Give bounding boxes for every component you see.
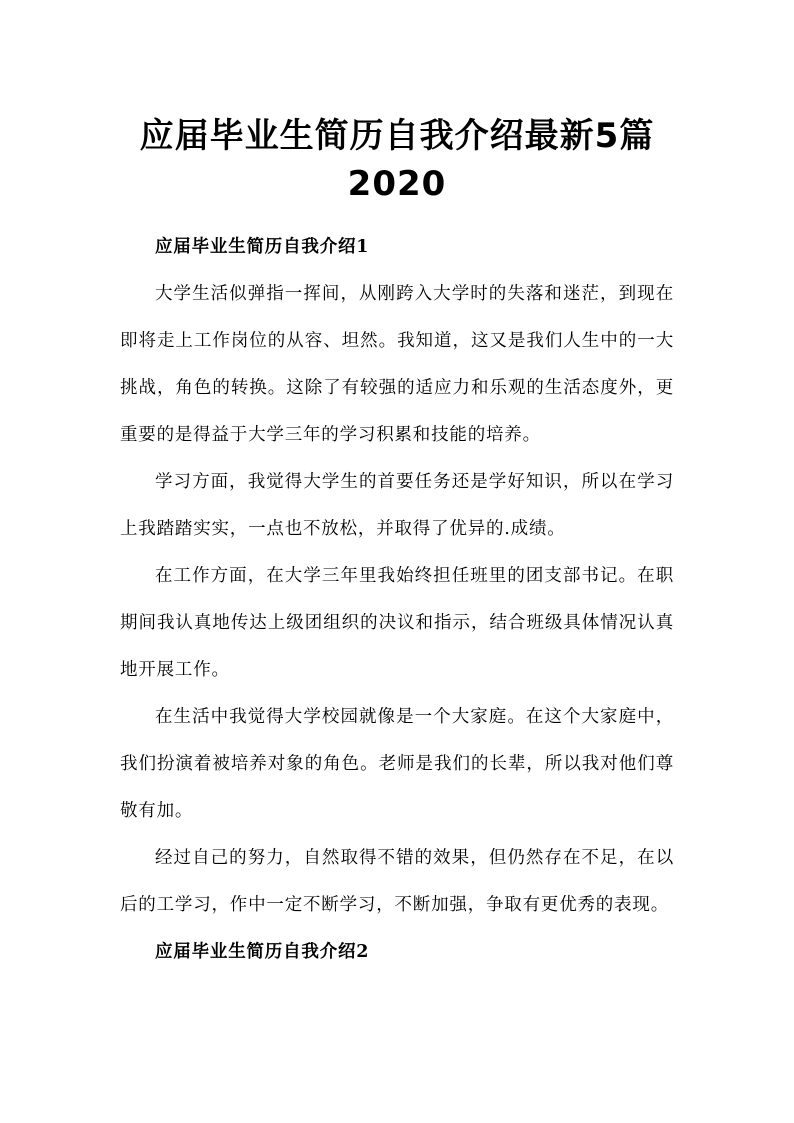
body-paragraph-4: 在生活中我觉得大学校园就像是一个大家庭。在这个大家庭中，我们扮演着被培养对象的角色。老师是我们的长辈，所以我对他们尊敬有加。 [120,707,674,821]
document-body [120,224,674,976]
document-title-line-2: 2020 [347,164,447,204]
document-title-line-1: 应届毕业生简历自我介绍最新5篇 [139,116,655,156]
document-title [120,0,674,208]
body-paragraph-1: 大学生活似弹指一挥间，从刚跨入大学时的失落和迷茫，到现在即将走上工作岗位的从容、坦然。我知道，这又是我们人生中的一大挑战，角色的转换。这除了有较强的适应力和乐观的生活态度外，更重要的是得益于大学三年的学习积累和技能的培养。 [120,284,674,445]
body-paragraph-5: 经过自己的努力，自然取得不错的效果，但仍然存在不足，在以后的工学习，作中一定不断学习，不断加强，争取有更优秀的表现。 [120,848,674,915]
section-heading-2: 应届毕业生简历自我介绍2 [155,942,370,962]
section-heading-1: 应届毕业生简历自我介绍1 [155,237,370,257]
body-paragraph-3: 在工作方面，在大学三年里我始终担任班里的团支部书记。在职期间我认真地传达上级团组织的决议和指示，结合班级具体情况认真地开展工作。 [120,566,674,680]
body-paragraph-2: 学习方面，我觉得大学生的首要任务还是学好知识，所以在学习上我踏踏实实，一点也不放松，并取得了优异的.成绩。 [120,472,674,539]
